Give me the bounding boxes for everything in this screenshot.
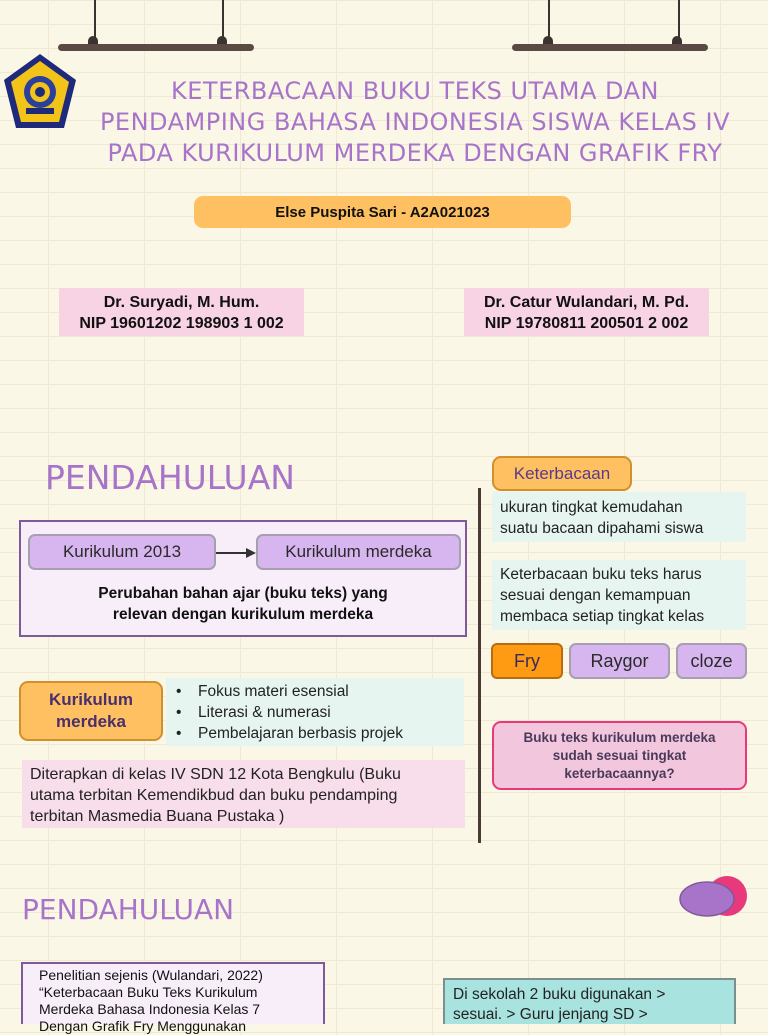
- curriculum-change-box: [19, 520, 467, 637]
- kurikulum-merdeka-box: Kurikulum merdeka: [256, 534, 461, 570]
- arrow-right-icon: [216, 545, 256, 559]
- author-badge: Else Puspita Sari - A2A021023: [194, 196, 571, 228]
- method-raygor: Raygor: [569, 643, 670, 679]
- title-line-2: PENDAMPING BAHASA INDONESIA SISWA KELAS IV: [99, 108, 731, 136]
- method-fry: Fry: [491, 643, 563, 679]
- supervisor-1-name: Dr. Suryadi, M. Hum.: [103, 294, 260, 311]
- title-line-1: KETERBACAAN BUKU TEKS UTAMA DAN: [171, 77, 659, 105]
- keterbacaan-definition: [492, 492, 746, 542]
- prior-research-box: [21, 962, 325, 1034]
- feature-item: • Literasi & numerasi: [166, 702, 464, 723]
- vertical-divider: [478, 488, 481, 843]
- note-line-2: sesuai. > Guru jenjang SD >: [453, 1006, 648, 1023]
- supervisor-2-name: Dr. Catur Wulandari, M. Pd.: [483, 294, 690, 311]
- section-heading-pendahuluan-2: PENDAHULUAN: [22, 893, 235, 926]
- implementation-line-2: utama terbitan Kemendikbud dan buku pendamping: [30, 787, 398, 804]
- description-line-2: relevan dengan kurikulum merdeka: [112, 606, 374, 623]
- km-label-line-2: merdeka: [56, 712, 126, 731]
- supervisor-2-nip: NIP 19780811 200501 2 002: [484, 315, 689, 332]
- title-line-3: PADA KURIKULUM MERDEKA DENGAN GRAFIK FRY: [107, 139, 723, 167]
- requirement-line-2: sesuai dengan kemampuan: [500, 587, 691, 604]
- kurikulum-merdeka-label: [19, 681, 163, 741]
- implementation-note: [22, 760, 465, 828]
- implementation-line-3: terbitan Masmedia Buana Pustaka ): [30, 808, 285, 825]
- requirement-line-3: membaca setiap tingkat kelas: [500, 608, 705, 625]
- research-question: [492, 721, 747, 790]
- keterbacaan-label: Keterbacaan: [492, 456, 632, 491]
- definition-line-1: ukuran tingkat kemudahan: [500, 499, 683, 516]
- poster-title: [70, 76, 760, 169]
- kurikulum-2013-box: Kurikulum 2013: [28, 534, 216, 570]
- school-note-box: [443, 978, 736, 1024]
- section-heading-pendahuluan: PENDAHULUAN: [45, 458, 295, 497]
- question-line-2: sudah sesuai tingkat: [552, 748, 687, 763]
- research-line-4: Dengan Grafik Fry Menggunakan: [39, 1018, 246, 1034]
- keterbacaan-requirement: [492, 560, 746, 630]
- research-line-1: Penelitian sejenis (Wulandari, 2022): [39, 967, 263, 983]
- question-line-3: keterbacaannya?: [564, 766, 675, 781]
- supervisor-1-nip: NIP 19601202 198903 1 002: [79, 315, 284, 332]
- feature-item: • Pembelajaran berbasis projek: [166, 723, 464, 744]
- decorative-circles: [679, 874, 749, 920]
- description-line-1: Perubahan bahan ajar (buku teks) yang: [98, 585, 388, 602]
- university-logo: [2, 52, 78, 132]
- supervisor-2: [464, 288, 709, 336]
- research-line-3: Merdeka Bahasa Indonesia Kelas 7: [39, 1001, 261, 1017]
- note-line-1: Di sekolah 2 buku digunakan >: [453, 986, 666, 1003]
- supervisor-1: [59, 288, 304, 336]
- requirement-line-1: Keterbacaan buku teks harus: [500, 566, 702, 583]
- research-line-2: “Keterbacaan Buku Teks Kurikulum: [39, 984, 258, 1000]
- implementation-line-1: Diterapkan di kelas IV SDN 12 Kota Bengkulu (Buku: [30, 766, 401, 783]
- definition-line-2: suatu bacaan dipahami siswa: [500, 520, 704, 537]
- question-line-1: Buku teks kurikulum merdeka: [523, 730, 716, 745]
- kurikulum-merdeka-features: [166, 678, 464, 746]
- curriculum-change-description: [21, 583, 465, 625]
- method-cloze: cloze: [676, 643, 747, 679]
- km-label-line-1: Kurikulum: [48, 690, 134, 709]
- feature-item: • Fokus materi esensial: [166, 681, 464, 702]
